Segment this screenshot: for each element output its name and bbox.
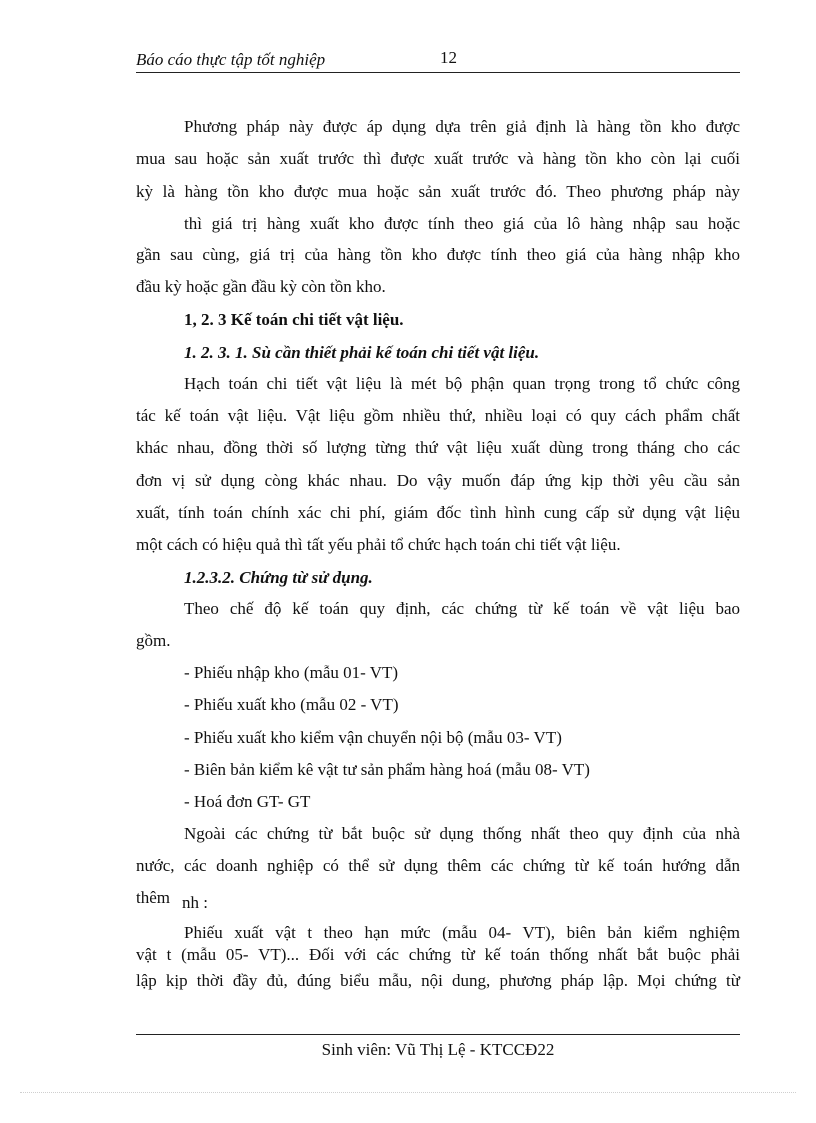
paragraph-line: vật t (mẫu 05- VT)... Đối với các chứng từ kế toán thống nhất bắt buộc phải bbox=[136, 945, 740, 964]
section-heading: 1, 2. 3 Kế toán chi tiết vật liệu. bbox=[184, 310, 404, 329]
list-item: - Hoá đơn GT- GT bbox=[184, 792, 311, 811]
subsection-heading: 1.2.3.2. Chứng từ sử dụng. bbox=[184, 568, 373, 587]
paragraph-line: nước, các doanh nghiệp có thể sử dụng thêm các chứng từ kế toán hướng dẫn bbox=[136, 856, 740, 875]
paragraph-line: thêm bbox=[136, 888, 170, 907]
subsection-heading: 1. 2. 3. 1. Sù cần thiết phải kế toán chi tiết vật liệu. bbox=[184, 343, 540, 362]
paragraph-line: Phiếu xuất vật t theo hạn mức (mẫu 04- VT), biên bản kiểm nghiệm bbox=[184, 923, 740, 942]
paragraph-line: mua sau hoặc sản xuất trước thì được xuất trước và hàng tồn kho còn lại cuối bbox=[136, 149, 740, 168]
list-item: - Phiếu xuất kho kiểm vận chuyển nội bộ (mẫu 03- VT) bbox=[184, 728, 562, 747]
paragraph-line: gần sau cùng, giá trị của hàng tồn kho được tính theo giá của hàng nhập kho bbox=[136, 245, 740, 264]
paragraph-line: khác nhau, đồng thời số lượng từng thứ vật liệu xuất dùng trong tháng cho các bbox=[136, 438, 740, 457]
paragraph-line: Hạch toán chi tiết vật liệu là mét bộ phận quan trọng trong tổ chức công bbox=[184, 374, 740, 393]
page-bottom-dotted-line bbox=[20, 1092, 796, 1093]
list-item: - Biên bản kiểm kê vật tư sản phẩm hàng hoá (mẫu 08- VT) bbox=[184, 760, 590, 779]
page-number: 12 bbox=[440, 48, 457, 67]
paragraph-line: Phương pháp này được áp dụng dựa trên giả định là hàng tồn kho được bbox=[184, 117, 740, 136]
footer-divider bbox=[136, 1034, 740, 1035]
page-footer: Sinh viên: Vũ Thị Lệ - KTCCĐ22 bbox=[321, 1040, 555, 1059]
page-header bbox=[136, 48, 740, 73]
paragraph-line: Theo chế độ kế toán quy định, các chứng từ kế toán về vật liệu bao bbox=[184, 599, 740, 618]
paragraph-line: Ngoài các chứng từ bắt buộc sử dụng thống nhất theo quy định của nhà bbox=[184, 824, 740, 843]
paragraph-line: một cách có hiệu quả thì tất yếu phải tổ chức hạch toán chi tiết vật liệu. bbox=[136, 535, 621, 554]
paragraph-fragment: nh : bbox=[182, 893, 208, 912]
list-item: - Phiếu nhập kho (mẫu 01- VT) bbox=[184, 663, 399, 682]
header-title: Báo cáo thực tập tốt nghiệp bbox=[136, 50, 326, 69]
paragraph-line: đơn vị sử dụng còng khác nhau. Do vậy muốn đáp ứng kịp thời yêu cầu sản bbox=[136, 471, 740, 490]
paragraph-line: xuất, tính toán chính xác chi phí, giám đốc tình hình cung cấp sử dụng vật liệu bbox=[136, 503, 740, 522]
paragraph-line: đầu kỳ hoặc gần đầu kỳ còn tồn kho. bbox=[136, 277, 386, 296]
paragraph-line: thì giá trị hàng xuất kho được tính theo giá của lô hàng nhập sau hoặc bbox=[184, 214, 740, 233]
paragraph-line: kỳ là hàng tồn kho được mua hoặc sản xuất trước đó. Theo phương pháp này bbox=[136, 182, 740, 201]
paragraph-line: gồm. bbox=[136, 631, 171, 650]
paragraph-line: lập kịp thời đầy đủ, đúng biểu mẫu, nội dung, phương pháp lập. Mọi chứng từ bbox=[136, 971, 740, 990]
list-item: - Phiếu xuất kho (mẫu 02 - VT) bbox=[184, 695, 399, 714]
paragraph-line: tác kế toán vật liệu. Vật liệu gồm nhiều thứ, nhiều loại có quy cách phẩm chất bbox=[136, 406, 740, 425]
